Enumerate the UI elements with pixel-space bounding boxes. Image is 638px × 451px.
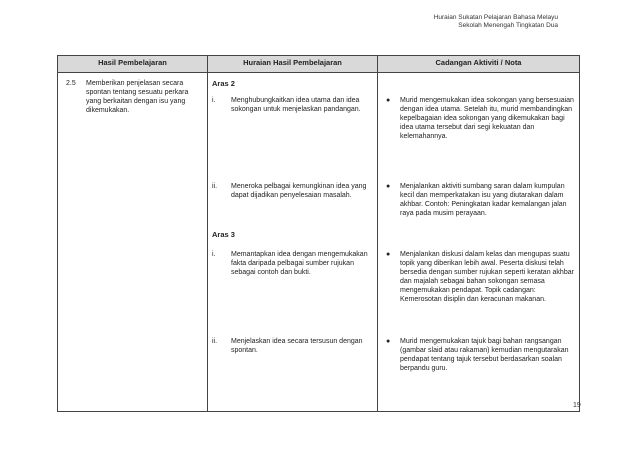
col-header-huraian: Huraian Hasil Pembelajaran <box>208 56 378 73</box>
level-aras-3: Aras 3 <box>212 230 235 239</box>
activity-item <box>382 96 575 141</box>
item-text: Menghubungkaitkan idea utama dan idea sokongan untuk menjelaskan pandangan. <box>231 97 361 113</box>
activity-text: Menjalankan aktiviti sumbang saran dalam kumpulan kecil dan memperkatakan isu yang diutarakan dalam akhbar. Contoh: Peningkatan kadar kemalangan jalan raya pada musim perayaan. <box>400 183 567 217</box>
col-header-cadangan: Cadangan Aktiviti / Nota <box>378 56 580 73</box>
syllabus-table <box>57 55 580 412</box>
hasil-cell <box>58 73 208 412</box>
bullet-icon: ● <box>386 338 391 345</box>
level-aras-2: Aras 2 <box>212 79 235 88</box>
outcome-number: 2.5 <box>66 80 76 87</box>
header-line-2: Sekolah Menengah Tingkatan Dua <box>458 22 558 29</box>
activity-item <box>382 250 575 304</box>
list-item <box>212 250 373 277</box>
cadangan-cell <box>378 73 580 412</box>
page-number: 19 <box>573 402 581 409</box>
activity-text: Menjalankan diskusi dalam kelas dan mengupas suatu topik yang diberikan lebih awal. Peserta diskusi telah bersedia dengan sumber rujukan seperti keratan akhbar dan majalah sebagai bahan sokongan semasa mengemukakan pendapat. Topik cadangan: Kemerosotan disiplin dan keracunan makanan. <box>400 251 574 303</box>
activity-item <box>382 182 575 218</box>
activity-text: Murid mengemukakan tajuk bagi bahan rangsangan (gambar slaid atau rakaman) kemudian mengutarakan pendapat tentang tajuk tersebut berdasarkan soalan berpandu guru. <box>400 338 569 372</box>
bullet-icon: ● <box>386 251 391 258</box>
item-number: ii. <box>212 183 218 190</box>
item-text: Meneroka pelbagai kemungkinan idea yang dapat dijadikan penyelesaian masalah. <box>231 183 367 199</box>
learning-outcome <box>66 79 203 115</box>
col-header-hasil: Hasil Pembelajaran <box>58 56 208 73</box>
list-item <box>212 337 373 355</box>
outcome-text: Memberikan penjelasan secara spontan tentang sesuatu perkara yang berkaitan dengan isu yang dikemukakan. <box>86 80 189 114</box>
bullet-icon: ● <box>386 183 391 190</box>
activity-item <box>382 337 575 373</box>
document-header <box>434 14 558 30</box>
item-text: Menjelaskan idea secara tersusun dengan spontan. <box>231 338 363 354</box>
bullet-icon: ● <box>386 97 391 104</box>
item-number: ii. <box>212 338 218 345</box>
item-number: i. <box>212 251 216 258</box>
huraian-cell <box>208 73 378 412</box>
table-header-row <box>58 56 580 73</box>
table-row <box>58 73 580 412</box>
item-number: i. <box>212 97 216 104</box>
item-text: Memantapkan idea dengan mengemukakan fakta daripada pelbagai sumber rujukan sebagai contoh dan bukti. <box>231 251 368 276</box>
list-item <box>212 182 373 200</box>
header-line-1: Huraian Sukatan Pelajaran Bahasa Melayu <box>433 14 558 21</box>
list-item <box>212 96 373 114</box>
activity-text: Murid mengemukakan idea sokongan yang bersesuaian dengan idea utama. Setelah itu, murid membandingkan kepelbagaian idea sokongan yang dikemukakan bagi idea utama tersebut dari segi kekuatan dan kelemahannya. <box>400 97 574 140</box>
